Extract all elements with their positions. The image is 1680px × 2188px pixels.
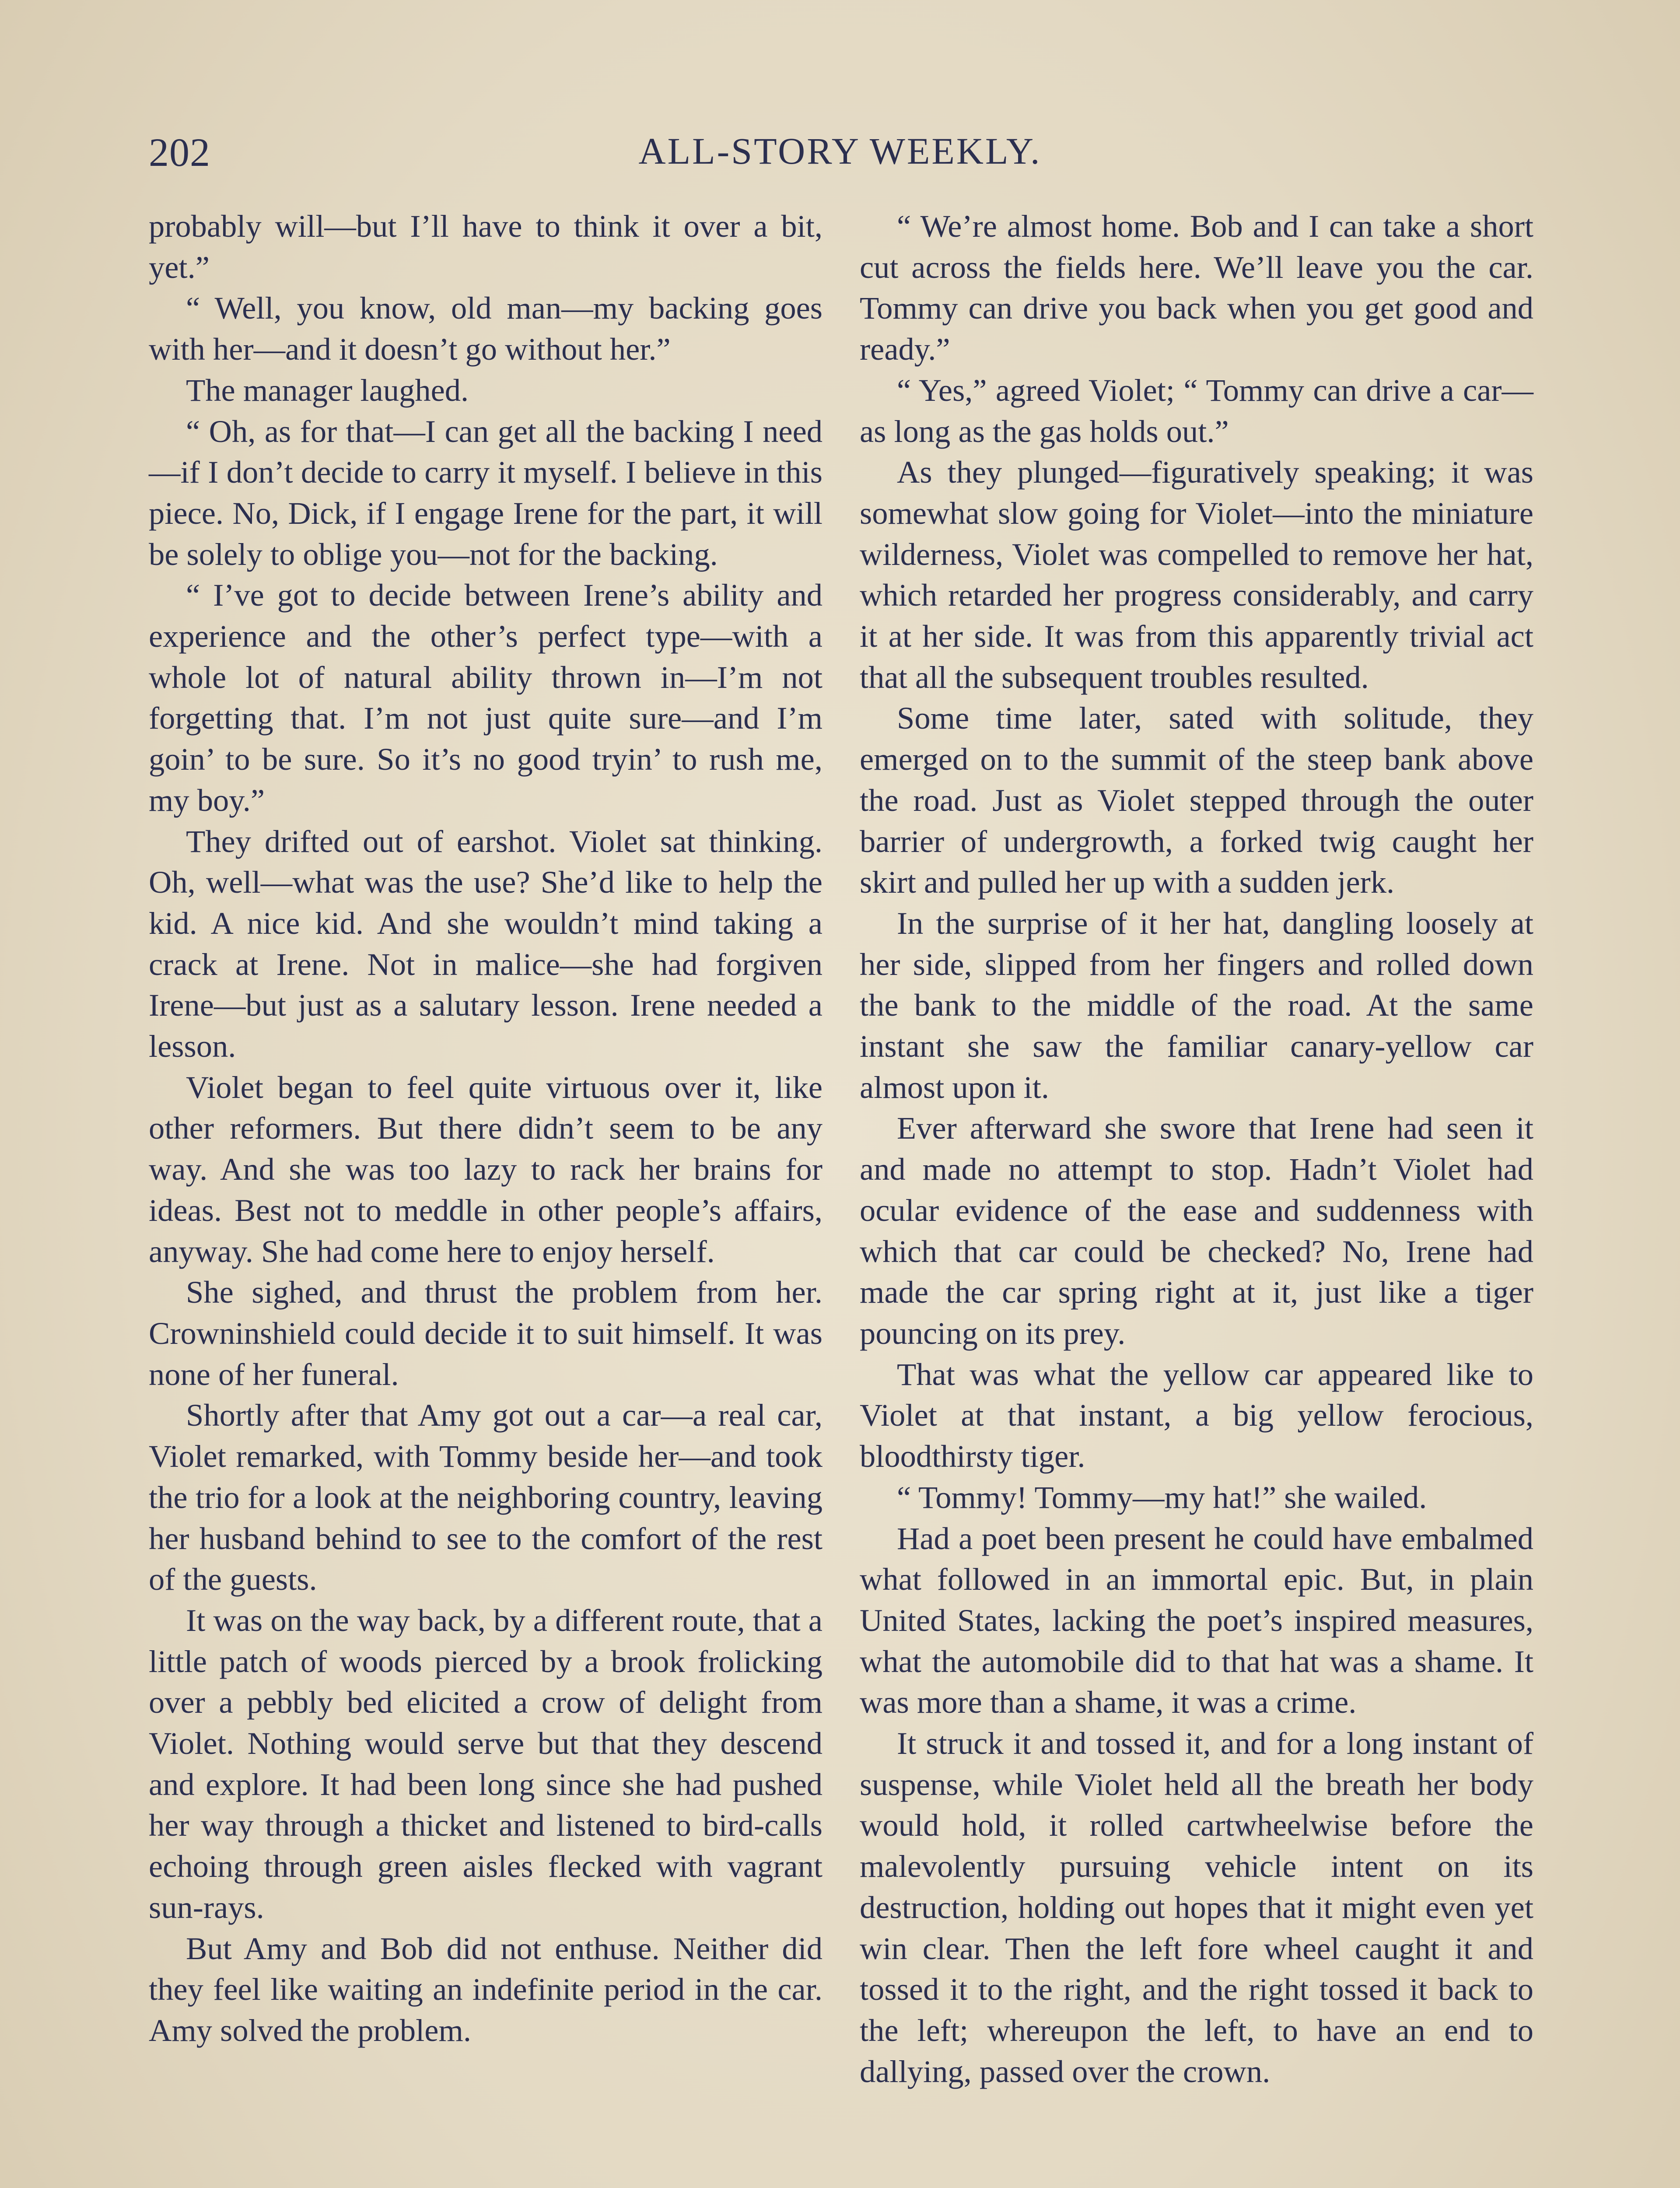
paragraph: “ Oh, as for that—I can get all the backing I need—if I don’t decide to carry it myself. I believe in this piece. No, Dick, if I engage Irene for the part, it will be solely to oblige you—not for the backing. — [149, 413, 822, 572]
paragraph: probably will—but I’ll have to think it over a bit, yet.” — [149, 208, 822, 285]
paragraph: “ Well, you know, old man—my backing goes with her—and it doesn’t go without her.” — [149, 290, 822, 367]
paragraph: She sighed, and thrust the problem from her. Crowninshield could decide it to suit himself. It was none of her funeral. — [149, 1274, 822, 1392]
paragraph: “ Tommy! Tommy—my hat!” she wailed. — [897, 1479, 1427, 1515]
paragraph: “ Yes,” agreed Violet; “ Tommy can drive a car—as long as the gas holds out.” — [860, 372, 1533, 449]
paragraph: In the surprise of it her hat, dangling loosely at her side, slipped from her fingers and rolled down the bank to the middle of the road. At the same instant she saw the familiar canary-yellow car almost upon it. — [860, 905, 1533, 1105]
paragraph: That was what the yellow car appeared like to Violet at that instant, a big yellow ferocious, bloodthirsty tiger. — [860, 1356, 1533, 1474]
running-title: ALL-STORY WEEKLY. — [638, 130, 1042, 172]
paragraph: The manager laughed. — [186, 372, 469, 408]
page-number: 202 — [149, 130, 210, 175]
page-header — [144, 129, 1536, 182]
paragraph: Some time later, sated with solitude, they emerged on to the summit of the steep bank above the road. Just as Violet stepped through the outer barrier of undergrowth, a forked twig caught her skirt and pulled her up with a sudden jerk. — [860, 700, 1533, 900]
paragraph: Had a poet been present he could have embalmed what followed in an immortal epic. But, in plain United States, lacking the poet’s inspired measures, what the automobile did to that hat was a shame. It was more than a shame, it was a crime. — [860, 1520, 1533, 1720]
paragraph: It was on the way back, by a different route, that a little patch of woods pierced by a brook frolicking over a pebbly bed elicited a crow of delight from Violet. Nothing would serve but that they descend and explore. It had been long since she had pushed her way through a thicket and listened to bird-calls echoing through green aisles flecked with vagrant sun-rays. — [149, 1602, 822, 1925]
paragraph: “ We’re almost home. Bob and I can take a short cut across the fields here. We’ll leave you the car. Tommy can drive you back when you get good and ready.” — [860, 208, 1533, 367]
paragraph: But Amy and Bob did not enthuse. Neither did they feel like waiting an indefinite period in the car. Amy solved the problem. — [149, 1930, 822, 2048]
paragraph: As they plunged—figuratively speaking; it was somewhat slow going for Violet—into the miniature wilderness, Violet was compelled to remove her hat, which retarded her progress considerably, and carry it at her side. It was from this apparently trivial act that all the subsequent troubles resulted. — [860, 454, 1533, 695]
paragraph: “ I’ve got to decide between Irene’s ability and experience and the other’s perfect type—with a whole lot of natural ability thrown in—I’m not forgetting that. I’m not just quite sure—and I’m goin’ to be sure. So it’s no good tryin’ to rush me, my boy.” — [149, 577, 822, 818]
paragraph: It struck it and tossed it, and for a long instant of suspense, while Violet held all the breath her body would hold, it rolled cartwheelwise before the malevolently pursuing vehicle intent on its destruction, holding out hopes that it might even yet win clear. Then the left fore wheel caught it and tossed it to the right, and the right tossed it back to the left; whereupon the left, to have an end to dallying, passed over the crown. — [860, 1725, 1533, 2089]
paragraph: Violet began to feel quite virtuous over it, like other reformers. But there didn’t seem to be any way. And she was too lazy to rack her brains for ideas. Best not to meddle in other people’s affairs, anyway. She had come here to enjoy herself. — [149, 1069, 822, 1269]
left-column — [149, 206, 822, 2051]
paragraph: They drifted out of earshot. Violet sat thinking. Oh, well—what was the use? She’d like to help the kid. A nice kid. And she wouldn’t mind taking a crack at Irene. Not in malice—she had forgiven Irene—but just as a salutary lesson. Irene needed a lesson. — [149, 823, 822, 1064]
paragraph: Ever afterward she swore that Irene had seen it and made no attempt to stop. Hadn’t Violet had ocular evidence of the ease and suddenness with which that car could be checked? No, Irene had made the car spring right at it, just like a tiger pouncing on its prey. — [860, 1110, 1533, 1351]
paragraph: Shortly after that Amy got out a car—a real car, Violet remarked, with Tommy beside her—and took the trio for a look at the neighboring country, leaving her husband behind to see to the comfort of the rest of the guests. — [149, 1397, 822, 1597]
right-column — [860, 206, 1533, 2092]
